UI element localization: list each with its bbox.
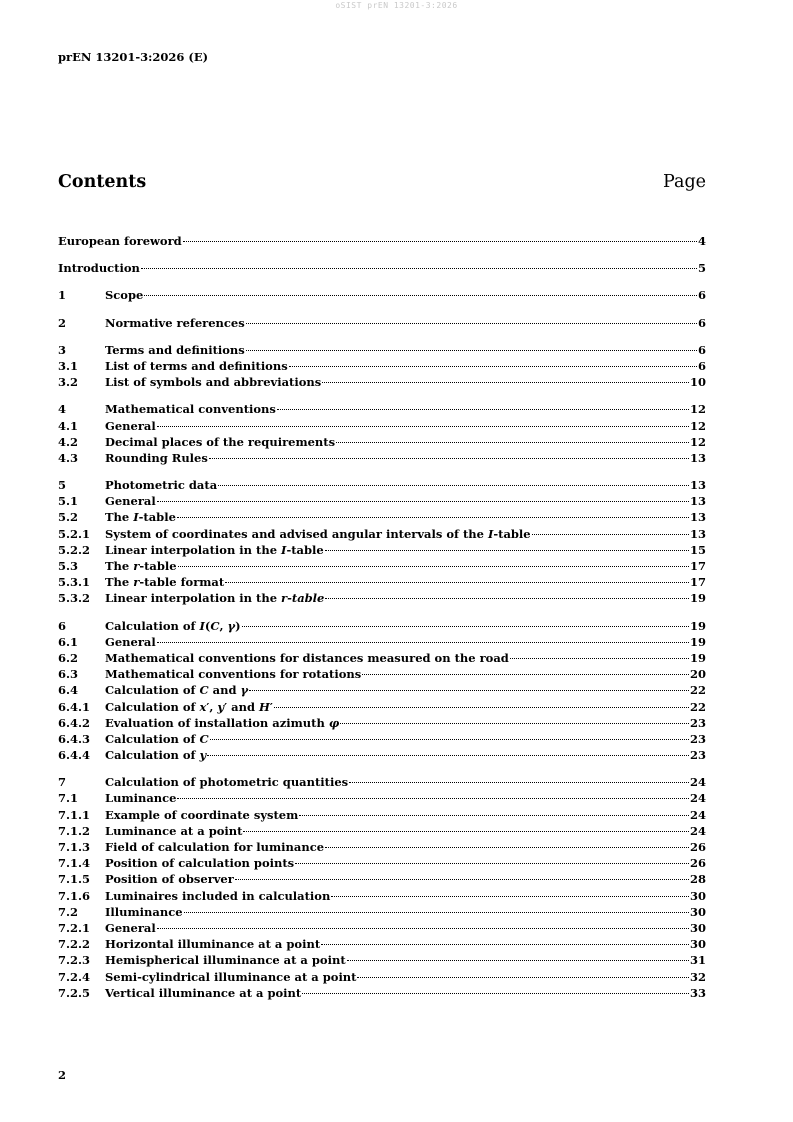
toc-entry-number: 5.1: [58, 494, 79, 509]
toc-entry[interactable]: [58, 418, 706, 434]
toc-dot-leader: [207, 755, 689, 756]
toc-entry-number: 7.1.6: [58, 888, 91, 903]
toc-section-group: [58, 774, 706, 1001]
toc-dot-leader: [289, 366, 697, 367]
toc-entry[interactable]: [58, 839, 706, 855]
toc-entry-page: 12: [689, 434, 706, 449]
toc-entry[interactable]: [58, 450, 706, 466]
contents-title: Contents: [58, 172, 147, 192]
toc-entry-number: 5.3: [58, 559, 79, 573]
toc-entry-page: 20: [689, 667, 706, 682]
toc-entry-title: General: [105, 920, 156, 935]
toc-entry-page: 22: [689, 699, 706, 714]
page-column-label: Page: [663, 172, 706, 192]
toc-entry-number: 4: [58, 402, 67, 417]
toc-entry-number: 6.2: [58, 650, 79, 665]
toc-entry-number: 3.1: [58, 358, 79, 373]
toc-entry-title: List of terms and definitions: [105, 358, 288, 373]
toc-dot-leader: [243, 831, 689, 832]
toc-entry-number: 5: [58, 478, 67, 493]
toc-dot-leader: [325, 598, 689, 599]
toc-section-group: [58, 401, 706, 466]
toc-entry-number: 4.3: [58, 450, 79, 465]
toc-entry[interactable]: [58, 904, 706, 920]
toc-section-group: [58, 618, 706, 764]
toc-dot-leader: [331, 896, 689, 897]
toc-dot-leader: [362, 674, 689, 675]
toc-entry[interactable]: [58, 823, 706, 839]
toc-dot-leader: [336, 442, 689, 443]
toc-entry-title: Linear interpolation in the I-table: [105, 542, 324, 557]
toc-entry-title: European foreword: [58, 234, 182, 248]
toc-entry-number: 7: [58, 775, 67, 790]
toc-entry-page: 15: [689, 542, 706, 557]
toc-entry[interactable]: [58, 574, 706, 590]
toc-entry-number: 5.2.1: [58, 526, 91, 541]
toc-entry-title: Photometric data: [105, 478, 218, 493]
toc-entry[interactable]: [58, 952, 706, 968]
toc-dot-leader: [242, 626, 689, 627]
toc-section-group: [58, 477, 706, 607]
toc-dot-leader: [235, 879, 689, 880]
toc-entry-page: 30: [689, 920, 706, 935]
toc-entry-title: Illuminance: [105, 904, 183, 919]
toc-entry-title: The I-table: [105, 510, 176, 525]
toc-entry[interactable]: [58, 936, 706, 952]
toc-entry[interactable]: [58, 920, 706, 936]
toc-entry-page: 17: [689, 575, 706, 590]
toc-entry-page: 6: [697, 342, 706, 357]
toc-entry[interactable]: [58, 374, 706, 390]
toc-entry[interactable]: [58, 715, 706, 731]
toc-entry[interactable]: [58, 590, 706, 606]
page-number: 2: [58, 1068, 67, 1082]
toc-entry[interactable]: [58, 650, 706, 666]
toc-entry-title: Normative references: [105, 315, 245, 330]
toc-entry-number: 7.2.4: [58, 969, 91, 984]
toc-entry[interactable]: [58, 618, 706, 634]
toc-entry-number: 7.1.5: [58, 872, 91, 887]
toc-entry-page: 30: [689, 888, 706, 903]
toc-entry-title: Calculation of C and γ: [105, 683, 249, 698]
toc-dot-leader: [157, 928, 689, 929]
toc-entry[interactable]: [58, 233, 706, 249]
toc-entry[interactable]: [58, 888, 706, 904]
toc-entry-page: 23: [689, 731, 706, 746]
toc-entry[interactable]: [58, 969, 706, 985]
toc-entry[interactable]: [58, 260, 706, 276]
toc-entry-number: 7.2.5: [58, 985, 91, 1000]
toc-entry[interactable]: [58, 807, 706, 823]
toc-entry-number: 7.2: [58, 904, 79, 919]
toc-entry-page: 23: [689, 715, 706, 730]
toc-section-group: [58, 287, 706, 303]
toc-entry-title: Position of calculation points: [105, 856, 295, 871]
toc-entry-page: 33: [689, 985, 706, 1000]
toc-entry-page: 12: [689, 418, 706, 433]
toc-entry[interactable]: [58, 985, 706, 1001]
toc-entry-page: 24: [689, 791, 706, 806]
toc-entry-title: Luminance: [105, 791, 177, 806]
toc-entry-page: 24: [689, 807, 706, 822]
toc-entry-number: 1: [58, 288, 67, 303]
toc-entry-page: 22: [689, 683, 706, 698]
toc-entry-number: 7.1.4: [58, 856, 91, 871]
toc-dot-leader: [183, 241, 697, 242]
toc-entry[interactable]: [58, 401, 706, 417]
toc-entry-number: 7.2.3: [58, 953, 91, 968]
toc-entry-number: 6: [58, 618, 67, 633]
toc-entry-title: Field of calculation for luminance: [105, 840, 325, 854]
toc-entry-title: Calculation of photometric quantities: [105, 775, 349, 790]
toc-dot-leader: [141, 268, 697, 269]
toc-entry-title: System of coordinates and advised angular intervals of the I-table: [105, 526, 531, 541]
table-of-contents: [58, 233, 706, 1012]
toc-dot-leader: [277, 409, 689, 410]
toc-entry-page: 26: [689, 840, 706, 854]
toc-entry-page: 13: [689, 478, 706, 493]
toc-entry-title: Rounding Rules: [105, 450, 208, 465]
toc-entry-title: Vertical illuminance at a point: [105, 985, 302, 1000]
toc-dot-leader: [532, 534, 689, 535]
toc-dot-leader: [325, 847, 689, 848]
toc-dot-leader: [246, 350, 697, 351]
toc-dot-leader: [249, 690, 689, 691]
toc-entry-page: 13: [689, 510, 706, 525]
toc-dot-leader: [210, 739, 689, 740]
toc-entry-page: 10: [689, 375, 706, 390]
toc-entry-number: 7.1.3: [58, 840, 91, 854]
toc-entry-page: 24: [689, 775, 706, 790]
toc-section-group: [58, 233, 706, 249]
toc-dot-leader: [340, 723, 689, 724]
toc-entry-title: Terms and definitions: [105, 342, 245, 357]
toc-entry[interactable]: [58, 634, 706, 650]
toc-dot-leader: [157, 501, 689, 502]
toc-entry-page: 12: [689, 402, 706, 417]
toc-entry-number: 4.1: [58, 418, 79, 433]
toc-entry-number: 7.1.2: [58, 823, 91, 838]
toc-entry-title: Mathematical conventions for distances measured on the road: [105, 650, 509, 665]
toc-entry-title: Calculation of C: [105, 731, 209, 746]
toc-entry-page: 19: [689, 591, 706, 606]
toc-dot-leader: [184, 912, 689, 913]
toc-entry-title: Linear interpolation in the r-table: [105, 591, 325, 606]
toc-entry[interactable]: [58, 871, 706, 887]
toc-entry-number: 5.2.2: [58, 542, 91, 557]
toc-entry-number: 6.4.1: [58, 699, 91, 714]
toc-entry[interactable]: [58, 747, 706, 763]
toc-entry[interactable]: [58, 342, 706, 358]
toc-dot-leader: [295, 863, 689, 864]
toc-entry-title: Calculation of x′, y′ and H′: [105, 699, 273, 714]
toc-section-group: [58, 342, 706, 391]
toc-entry[interactable]: [58, 477, 706, 493]
toc-entry-number: 7.1.1: [58, 807, 91, 822]
toc-entry-number: 5.3.1: [58, 575, 91, 590]
toc-section-group: [58, 260, 706, 276]
toc-entry-number: 4.2: [58, 434, 79, 449]
toc-dot-leader: [177, 798, 689, 799]
toc-entry-number: 7.2.1: [58, 920, 91, 935]
toc-entry[interactable]: [58, 558, 706, 574]
toc-entry-page: 19: [689, 650, 706, 665]
toc-entry-title: Mathematical conventions: [105, 402, 276, 417]
toc-dot-leader: [510, 658, 689, 659]
toc-dot-leader: [299, 815, 689, 816]
toc-dot-leader: [157, 426, 689, 427]
toc-entry[interactable]: [58, 731, 706, 747]
toc-dot-leader: [157, 642, 689, 643]
toc-entry-title: Position of observer: [105, 872, 234, 887]
toc-entry-title: Luminance at a point: [105, 823, 243, 838]
toc-entry-number: 6.4.3: [58, 731, 91, 746]
toc-dot-leader: [347, 960, 689, 961]
toc-entry-page: 6: [697, 288, 706, 303]
toc-dot-leader: [218, 485, 689, 486]
toc-entry-title: Example of coordinate system: [105, 807, 299, 822]
toc-entry-title: The r-table: [105, 559, 177, 573]
toc-entry-page: 24: [689, 823, 706, 838]
toc-dot-leader: [274, 707, 689, 708]
toc-dot-leader: [209, 458, 689, 459]
toc-entry-title: Scope: [105, 288, 144, 303]
toc-dot-leader: [178, 566, 689, 567]
toc-entry-title: Introduction: [58, 261, 140, 276]
toc-entry-title: Semi-cylindrical illuminance at a point: [105, 969, 357, 984]
toc-entry[interactable]: [58, 315, 706, 331]
toc-entry[interactable]: [58, 509, 706, 525]
toc-entry-page: 32: [689, 969, 706, 984]
toc-entry-number: 2: [58, 315, 67, 330]
watermark: oSIST prEN 13201-3:2026: [335, 1, 458, 10]
toc-entry-number: 3.2: [58, 375, 79, 390]
toc-entry-page: 26: [689, 856, 706, 871]
toc-entry-number: 6.1: [58, 634, 79, 649]
document-id: prEN 13201-3:2026 (E): [58, 50, 209, 64]
toc-dot-leader: [225, 582, 689, 583]
toc-dot-leader: [144, 295, 697, 296]
toc-entry[interactable]: [58, 434, 706, 450]
toc-entry-title: Calculation of I(C, γ): [105, 618, 241, 633]
toc-entry-number: 5.2: [58, 510, 79, 525]
toc-entry-page: 13: [689, 450, 706, 465]
toc-dot-leader: [357, 977, 689, 978]
toc-entry-title: Decimal places of the requirements: [105, 434, 336, 449]
toc-entry-page: 30: [689, 904, 706, 919]
toc-entry[interactable]: [58, 493, 706, 509]
toc-entry[interactable]: [58, 358, 706, 374]
toc-dot-leader: [246, 323, 697, 324]
toc-entry-title: General: [105, 494, 156, 509]
toc-entry-page: 6: [697, 358, 706, 373]
toc-section-group: [58, 315, 706, 331]
toc-entry-number: 6.4.2: [58, 715, 91, 730]
toc-entry-title: The r-table format: [105, 575, 225, 590]
toc-entry[interactable]: [58, 542, 706, 558]
toc-entry[interactable]: [58, 855, 706, 871]
toc-entry-page: 13: [689, 526, 706, 541]
toc-entry-page: 19: [689, 634, 706, 649]
toc-entry-title: Calculation of y: [105, 748, 207, 763]
toc-dot-leader: [325, 550, 689, 551]
toc-dot-leader: [321, 944, 689, 945]
toc-entry-title: General: [105, 634, 156, 649]
toc-entry-page: 30: [689, 937, 706, 952]
toc-entry-title: Evaluation of installation azimuth φ: [105, 715, 340, 730]
toc-entry[interactable]: [58, 287, 706, 303]
toc-entry-page: 17: [689, 559, 706, 573]
toc-dot-leader: [302, 993, 689, 994]
toc-entry[interactable]: [58, 699, 706, 715]
toc-entry-page: 23: [689, 748, 706, 763]
toc-entry-page: 4: [697, 234, 706, 248]
toc-entry-title: General: [105, 418, 156, 433]
toc-dot-leader: [322, 382, 689, 383]
toc-dot-leader: [349, 782, 689, 783]
toc-entry-page: 19: [689, 618, 706, 633]
toc-dot-leader: [177, 517, 689, 518]
toc-entry-page: 31: [689, 953, 706, 968]
toc-entry[interactable]: [58, 666, 706, 682]
toc-entry-page: 13: [689, 494, 706, 509]
toc-entry-title: Luminaires included in calculation: [105, 888, 331, 903]
toc-entry-title: Horizontal illuminance at a point: [105, 937, 321, 952]
toc-entry[interactable]: [58, 682, 706, 698]
toc-entry-page: 28: [689, 872, 706, 887]
toc-entry-number: 5.3.2: [58, 591, 91, 606]
toc-entry-number: 6.4: [58, 683, 79, 698]
toc-entry-number: 7.1: [58, 791, 79, 806]
toc-entry-number: 7.2.2: [58, 937, 91, 952]
toc-entry-number: 6.4.4: [58, 748, 91, 763]
toc-entry-title: Mathematical conventions for rotations: [105, 667, 362, 682]
toc-entry-title: Hemispherical illuminance at a point: [105, 953, 346, 968]
toc-entry-number: 6.3: [58, 667, 79, 682]
toc-entry[interactable]: [58, 774, 706, 790]
toc-entry-page: 5: [697, 261, 706, 276]
toc-entry[interactable]: [58, 790, 706, 806]
toc-entry-title: List of symbols and abbreviations: [105, 375, 322, 390]
toc-entry-page: 6: [697, 315, 706, 330]
toc-entry[interactable]: [58, 526, 706, 542]
toc-entry-number: 3: [58, 342, 67, 357]
